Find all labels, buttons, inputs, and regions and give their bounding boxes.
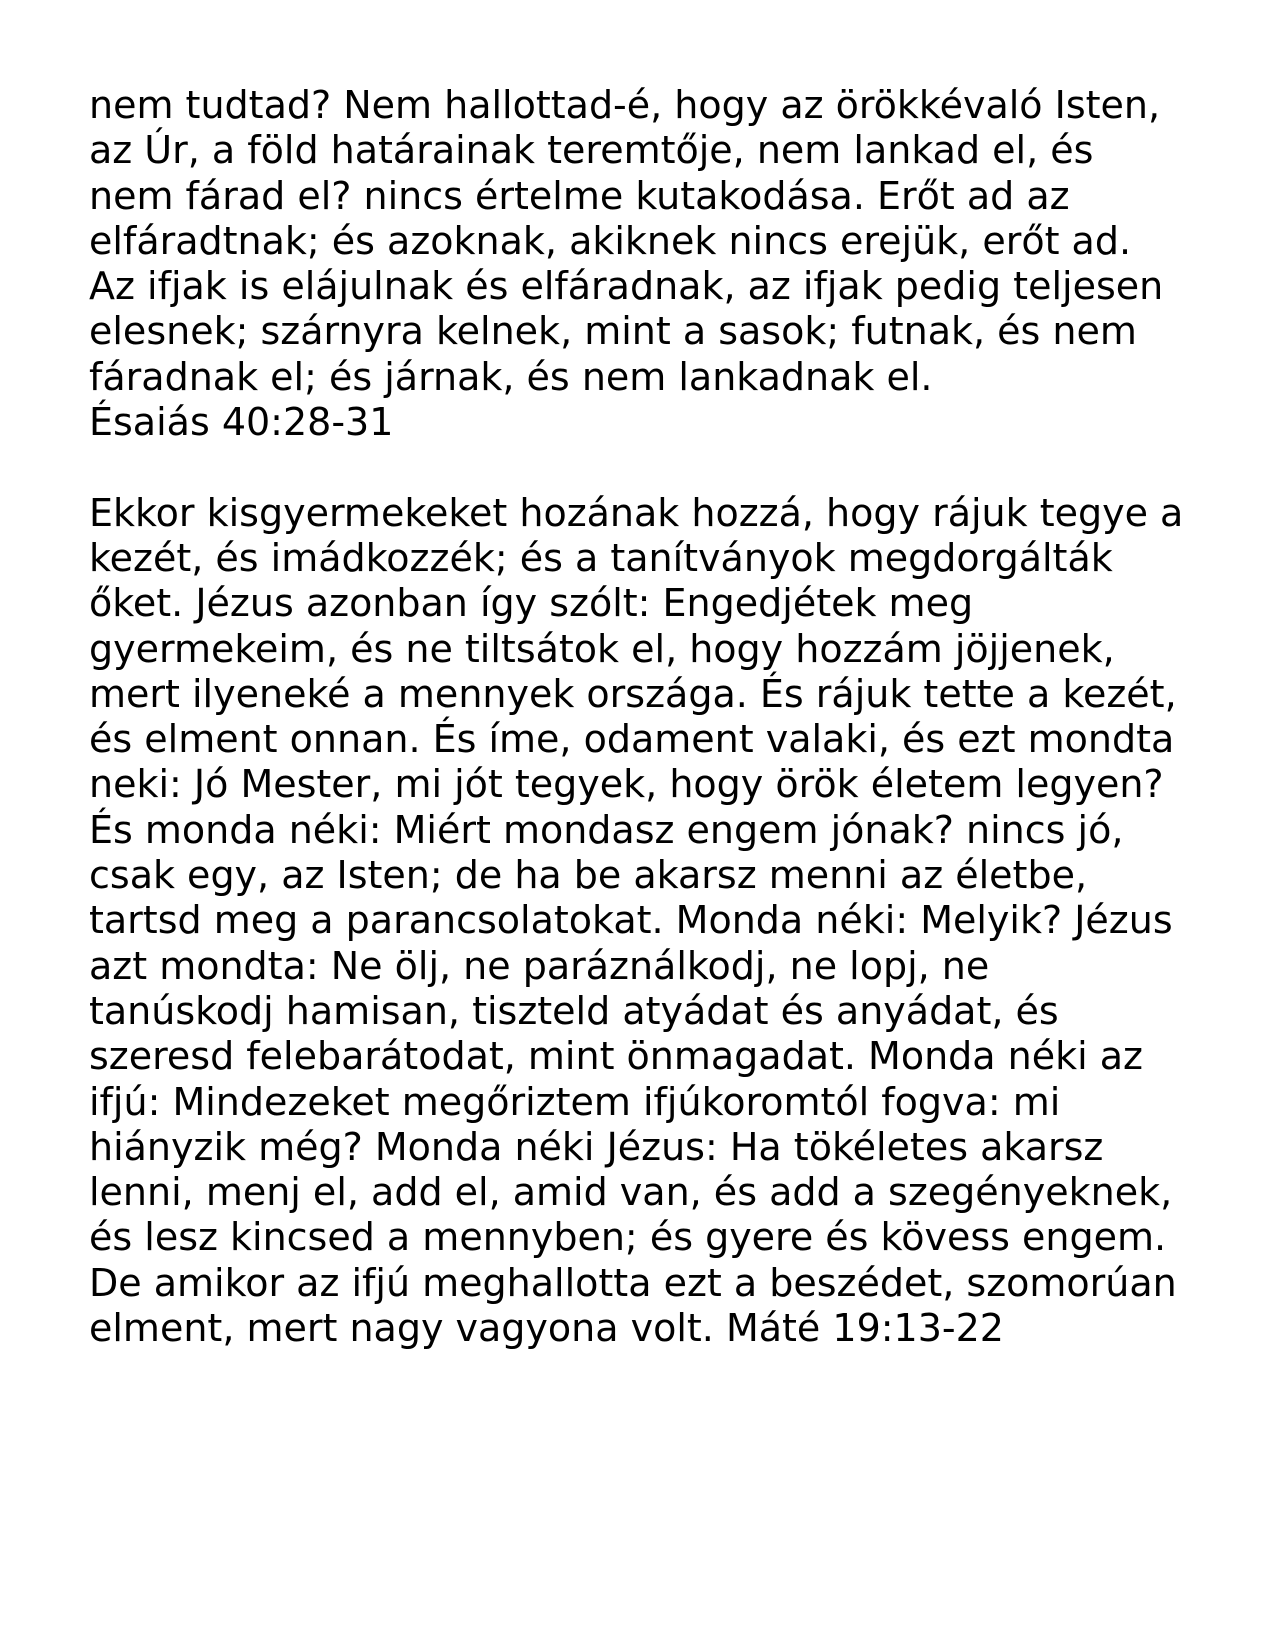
text-line: tanúskodj hamisan, tiszteld atyádat és anyádat, és: [89, 988, 1059, 1033]
text-line: szeresd felebarátodat, mint önmagadat. Monda néki az: [89, 1034, 1143, 1079]
text-line: elment, mert nagy vagyona volt. Máté 19:13-22: [89, 1306, 1004, 1351]
text-line: elfáradtnak; és azoknak, akiknek nincs erejük, erőt ad.: [89, 218, 1132, 263]
text-line: fáradnak el; és járnak, és nem lankadnak el.: [89, 354, 933, 399]
text-line: mert ilyeneké a mennyek országa. És rájuk tette a kezét,: [89, 671, 1177, 716]
text-line: nem fárad el? nincs értelme kutakodása. Erőt ad az: [89, 173, 1070, 218]
document-page: [89, 83, 1229, 1351]
text-line: neki: Jó Mester, mi jót tegyek, hogy örök életem legyen?: [89, 762, 1164, 807]
scripture-reference: Ésaiás 40:28-31: [89, 400, 394, 445]
text-line: tartsd meg a parancsolatokat. Monda néki: Melyik? Jézus: [89, 898, 1173, 943]
passage-matthew: [89, 491, 1229, 1352]
text-line: az Úr, a föld határainak teremtője, nem lankad el, és: [89, 128, 1094, 173]
text-line: De amikor az ifjú meghallotta ezt a beszédet, szomorúan: [89, 1260, 1177, 1305]
text-line: csak egy, az Isten; de ha be akarsz menni az életbe,: [89, 853, 1088, 898]
text-line: azt mondta: Ne ölj, ne paráználkodj, ne lopj, ne: [89, 943, 990, 988]
text-line: kezét, és imádkozzék; és a tanítványok megdorgálták: [89, 535, 1113, 580]
text-line: Ekkor kisgyermekeket hozának hozzá, hogy rájuk tegye a: [89, 490, 1184, 535]
text-line: nem tudtad? Nem hallottad-é, hogy az örökkévaló Isten,: [89, 83, 1161, 127]
text-line: őket. Jézus azonban így szólt: Engedjétek meg: [89, 581, 974, 626]
text-line: hiányzik még? Monda néki Jézus: Ha tökéletes akarsz: [89, 1124, 1104, 1169]
paragraph-gap: [89, 445, 1229, 490]
text-line: ifjú: Mindezeket megőriztem ifjúkoromtól fogva: mi: [89, 1079, 1061, 1124]
text-line: És monda néki: Miért mondasz engem jónak? nincs jó,: [89, 807, 1124, 852]
passage-isaiah: [89, 83, 1229, 445]
text-line: és lesz kincsed a mennyben; és gyere és kövess engem.: [89, 1215, 1167, 1260]
text-line: elesnek; szárnyra kelnek, mint a sasok; futnak, és nem: [89, 309, 1137, 354]
text-line: lenni, menj el, add el, amid van, és add a szegényeknek,: [89, 1170, 1173, 1215]
text-line: Az ifjak is elájulnak és elfáradnak, az ifjak pedig teljesen: [89, 264, 1164, 309]
text-line: és elment onnan. És íme, odament valaki, és ezt mondta: [89, 717, 1175, 762]
text-line: gyermekeim, és ne tiltsátok el, hogy hozzám jöjjenek,: [89, 626, 1115, 671]
